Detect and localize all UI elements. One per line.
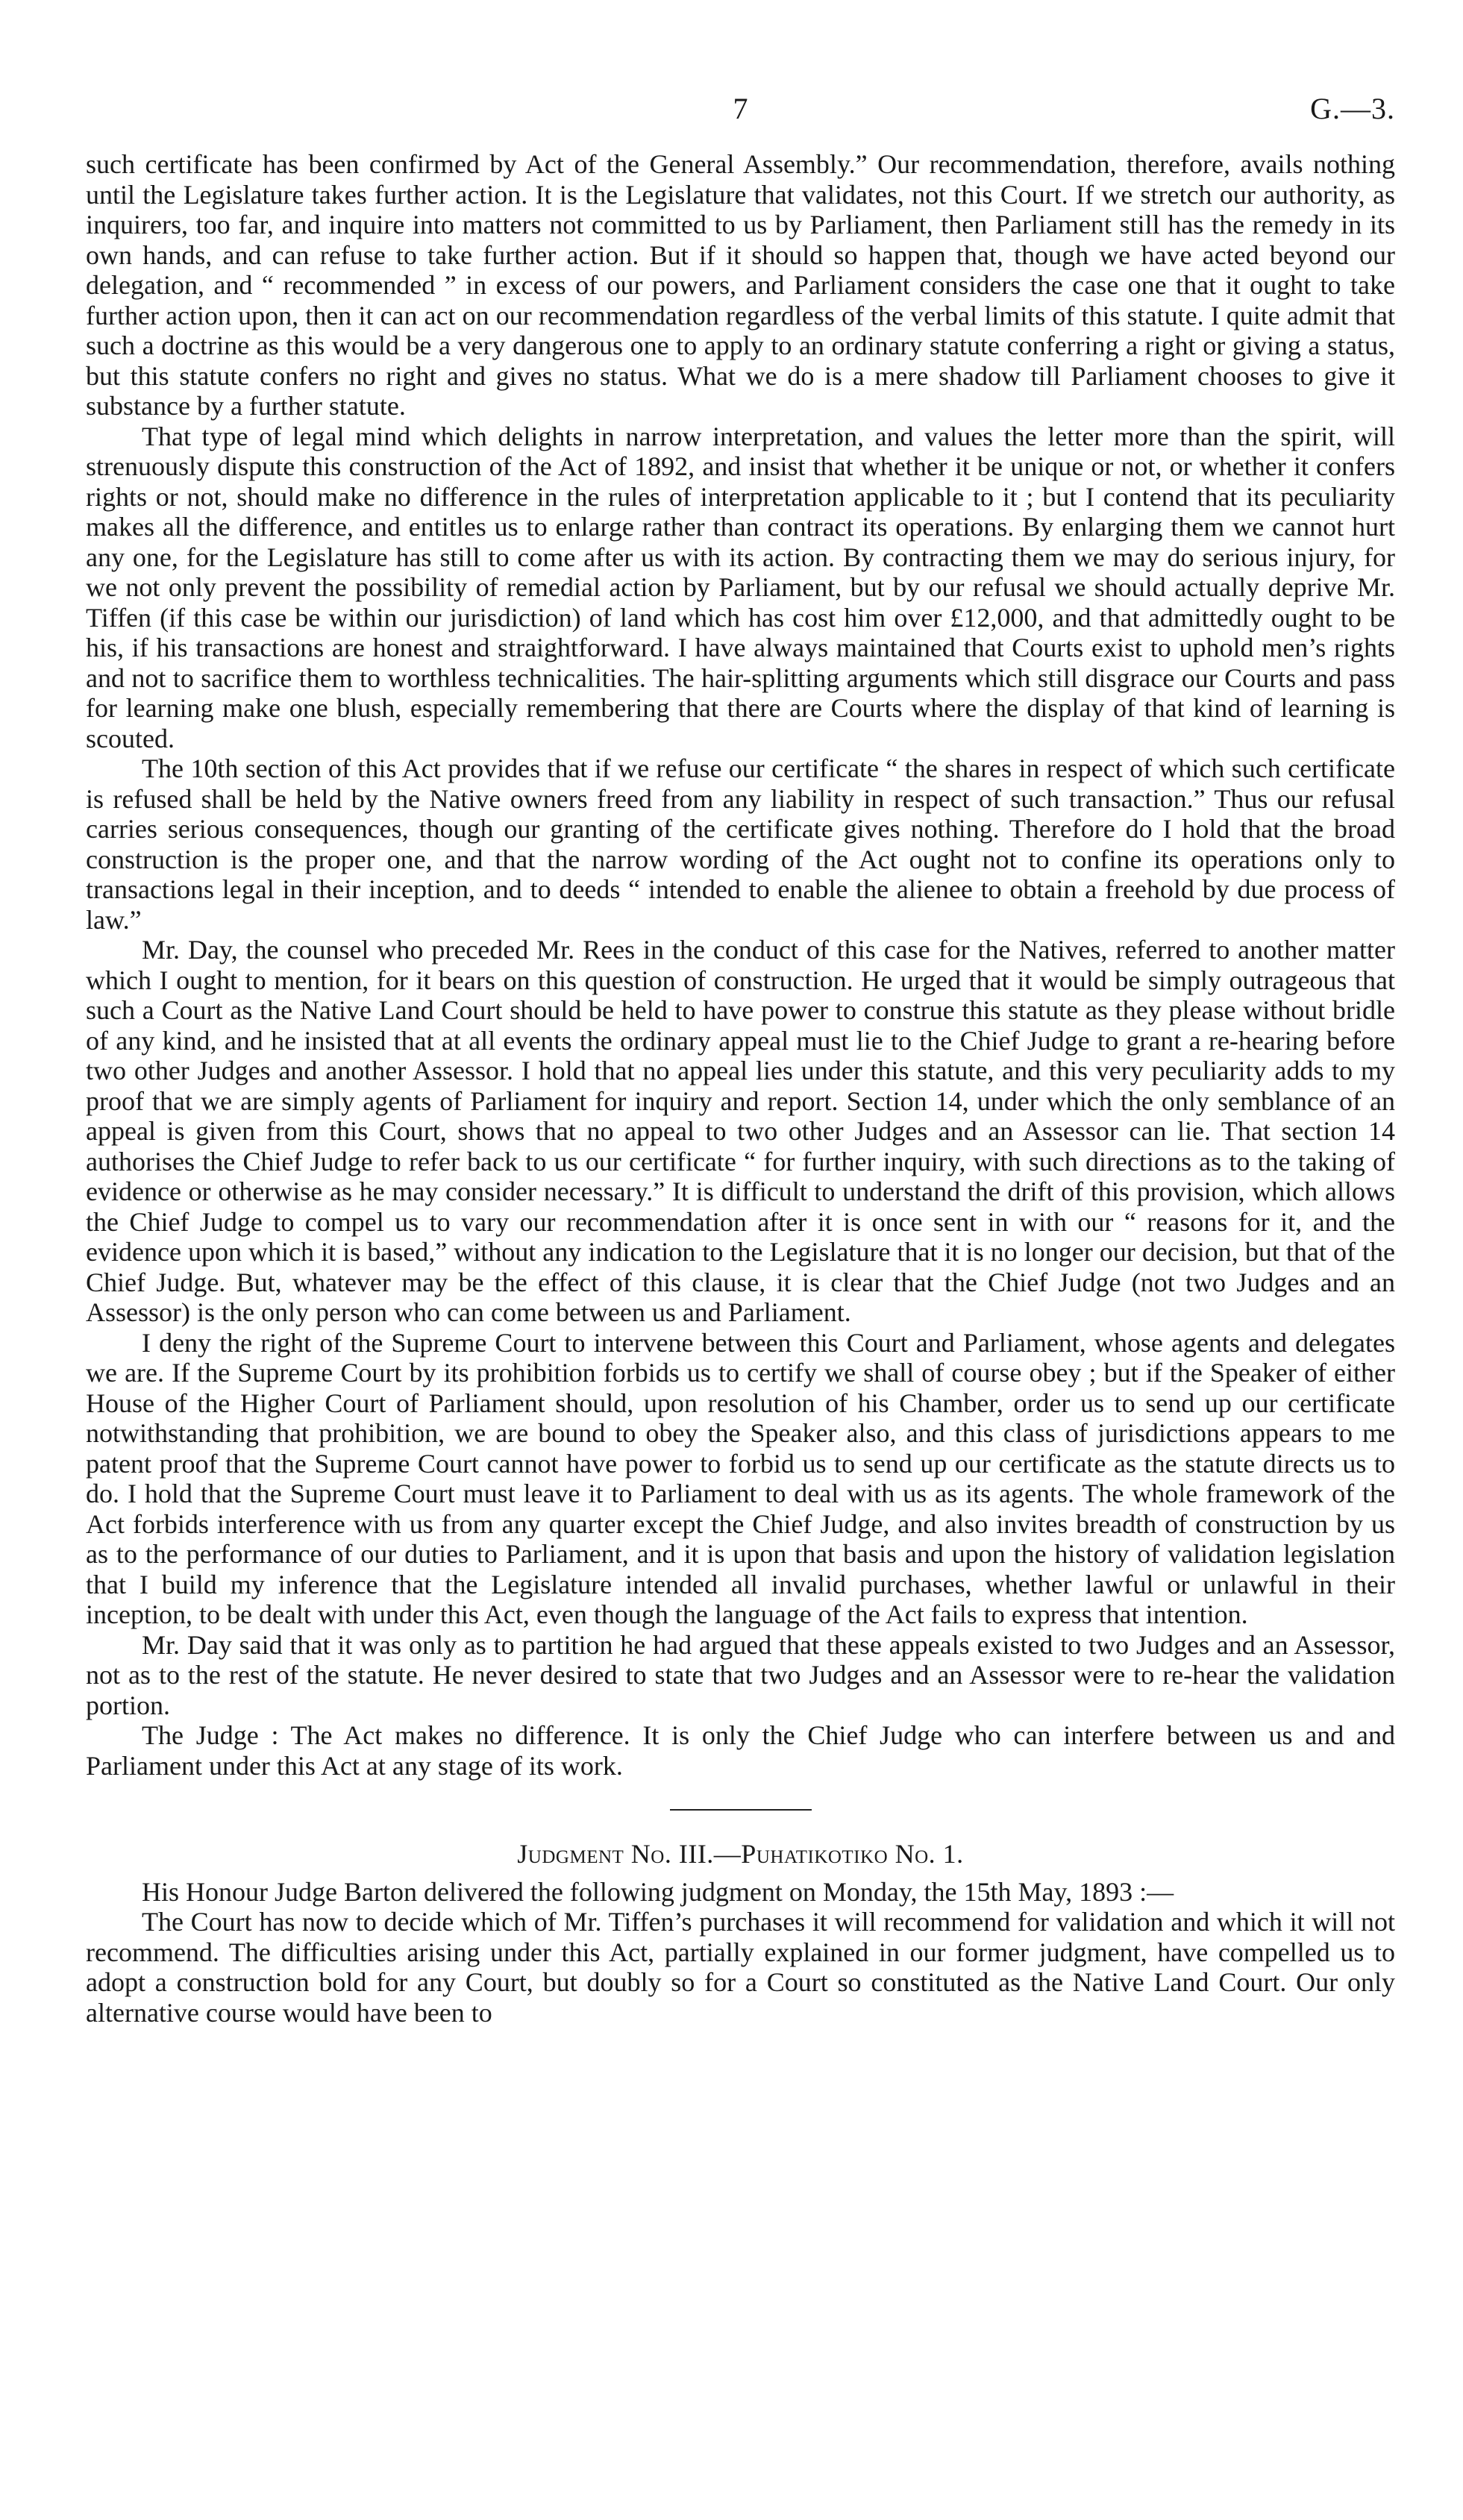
- paragraph: The Judge : The Act makes no difference. It is only the Chief Judge who can interfere between us and and Parliament under this Act at any stage of its work.: [86, 1720, 1395, 1781]
- page-header: [86, 82, 1395, 149]
- paragraph: such certificate has been confirmed by Act of the General Assembly.” Our recommendation, therefore, avails nothing until the Legislature takes further action. It is the Legislature that validates, not this Court. If we stretch our authority, as inquirers, too far, and inquire into matters not committed to us by Parliament, then Parliament still has the remedy in its own hands, and can refuse to take further action. But if it should so happen that, though we have acted beyond our delegation, and “ recommended ” in excess of our powers, and Parliament considers the case one that it ought to take further action upon, then it can act on our recommendation regardless of the verbal limits of this statute. I quite admit that such a doctrine as this would be a very dangerous one to apply to an ordinary statute conferring a right or giving a status, but this statute confers no right and gives no status. What we do is a mere shadow till Parliament chooses to give it substance by a further statute.: [86, 149, 1395, 421]
- paragraph: Mr. Day said that it was only as to partition he had argued that these appeals existed to two Judges and an Assessor, not as to the rest of the statute. He never desired to state that two Judges and an Assessor were to re-hear the validation portion.: [86, 1629, 1395, 1720]
- section-divider: [670, 1809, 812, 1811]
- paragraph: The Court has now to decide which of Mr. Tiffen’s purchases it will recommend for validation and which it will not recommend. The difficulties arising under this Act, partially explained in our former judgment, have compelled us to adopt a construction bold for any Court, but doubly so for a Court so constituted as the Native Land Court. Our only alternative course would have been to: [86, 1907, 1395, 2028]
- body-text: [86, 149, 1395, 2028]
- paragraph: That type of legal mind which delights in narrow interpretation, and values the letter more than the spirit, will strenuously dispute this construction of the Act of 1892, and insist that whether it be unique or not, or whether it confers rights or not, should make no difference in the rules of interpretation applicable to it ; but I contend that its peculiarity makes all the difference, and entitles us to enlarge rather than contract its operations. By enlarging them we cannot hurt any one, for the Legislature has still to come after us with its action. By contracting them we may do serious injury, for we not only prevent the possibility of remedial action by Parliament, but by our refusal we should actually deprive Mr. Tiffen (if this case be within our jurisdiction) of land which has cost him over £12,000, and that admittedly ought to be his, if his transactions are honest and straightforward. I have always maintained that Courts exist to uphold men’s rights and not to sacrifice them to worthless technicalities. The hair-splitting arguments which still disgrace our Courts and pass for learning make one blush, especially remembering that there are Courts where the display of that kind of learning is scouted.: [86, 421, 1395, 753]
- document-page: [86, 82, 1395, 2028]
- paragraph: Mr. Day, the counsel who preceded Mr. Rees in the conduct of this case for the Natives, referred to another matter which I ought to mention, for it bears on this question of construction. He urged that it would be simply outrageous that such a Court as the Native Land Court should be held to have power to construe this statute as they please without bridle of any kind, and he insisted that at all events the ordinary appeal must lie to the Chief Judge to grant a re-hearing before two other Judges and another Assessor. I hold that no appeal lies under this statute, and this very peculiarity adds to my proof that we are simply agents of Parliament for inquiry and report. Section 14, under which the only semblance of an appeal is given from this Court, shows that no appeal to two other Judges and an Assessor can lie. That section 14 authorises the Chief Judge to refer back to us our certificate “ for further inquiry, with such directions as to the taking of evidence or otherwise as he may consider necessary.” It is difficult to understand the drift of this provision, which allows the Chief Judge to compel us to vary our recommendation after it is once sent in with our “ reasons for it, and the evidence upon which it is based,” without any indication to the Legislature that it is no longer our decision, but that of the Chief Judge. But, whatever may be the effect of this clause, it is clear that the Chief Judge (not two Judges and an Assessor) is the only person who can come between us and Parliament.: [86, 935, 1395, 1327]
- paragraph: His Honour Judge Barton delivered the following judgment on Monday, the 15th May, 1893 :—: [142, 1876, 1174, 1907]
- page-number: 7: [733, 92, 748, 125]
- paragraph: The 10th section of this Act provides that if we refuse our certificate “ the shares in respect of which such certificate is refused shall be held by the Native owners freed from any liability in respect of such transaction.” Thus our refusal carries serious consequences, though our granting of the certificate gives nothing. Therefore do I hold that the broad construction is the proper one, and that the narrow wording of the Act ought not to confine its operations only to transactions legal in their inception, and to deeds “ intended to enable the alienee to obtain a freehold by due process of law.”: [86, 753, 1395, 935]
- section-heading: Judgment No. III.—Puhatikotiko No. 1.: [517, 1839, 964, 1869]
- document-reference: G.—3.: [1310, 92, 1395, 125]
- paragraph: I deny the right of the Supreme Court to intervene between this Court and Parliament, whose agents and delegates we are. If the Supreme Court by its prohibition forbids us to certify we shall of course obey ; but if the Speaker of either House of the Higher Court of Parliament should, upon resolution of his Chamber, order us to send up our certificate notwithstanding that prohibition, we are bound to obey the Speaker also, and this class of jurisdictions appears to me patent proof that the Supreme Court cannot have power to forbid us to send up our certificate as the statute directs us to do. I hold that the Supreme Court must leave it to Parliament to deal with us as its agents. The whole framework of the Act forbids interference with us from any quarter except the Chief Judge, and also invites breadth of construction by us as to the performance of our duties to Parliament, and it is upon that basis and upon the history of validation legislation that I build my inference that the Legislature intended all invalid purchases, whether lawful or unlawful in their inception, to be dealt with under this Act, even though the language of the Act fails to express that intention.: [86, 1327, 1395, 1629]
